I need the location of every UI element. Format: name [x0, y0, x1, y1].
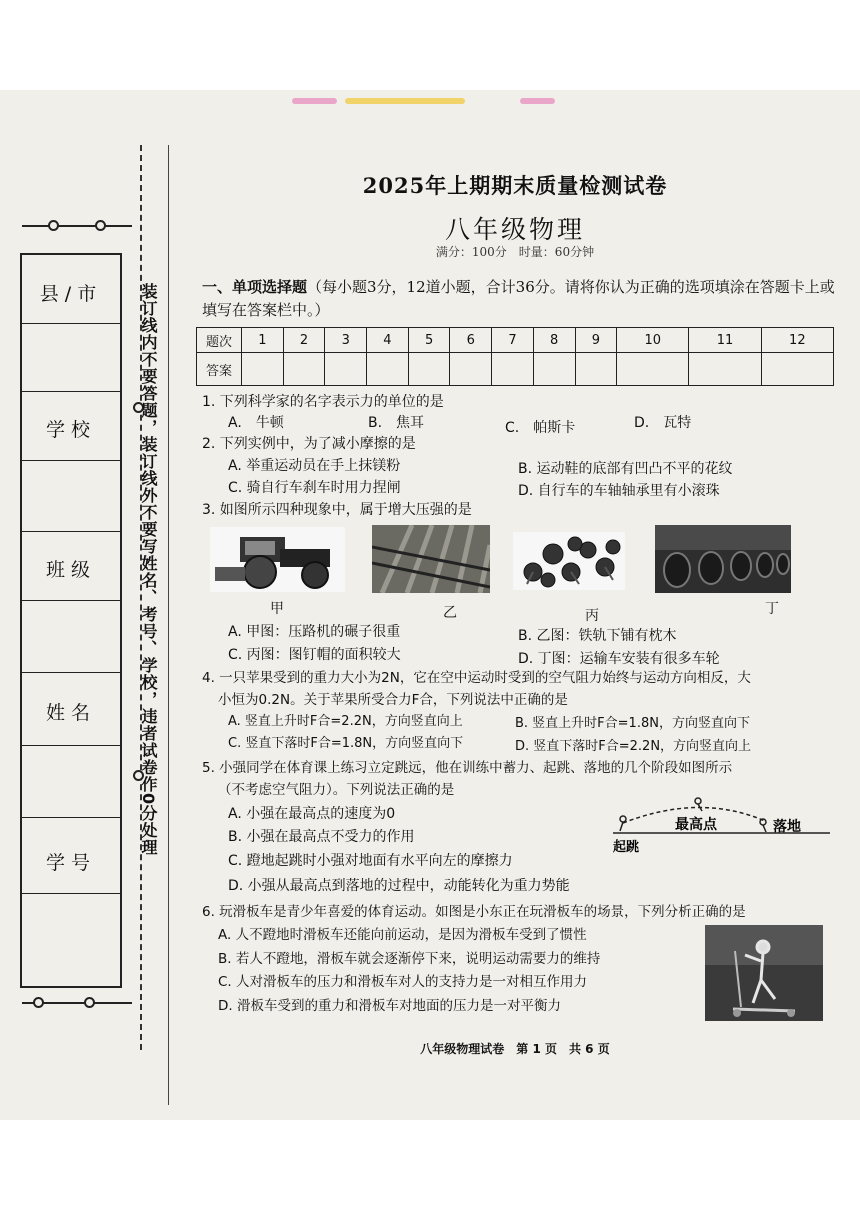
q5-option-b: B. 小强在最高点不受力的作用 [228, 829, 415, 845]
answer-cell[interactable] [367, 353, 409, 386]
row-label-answer: 答案 [197, 353, 242, 386]
section-instructions: （每小题3分，12道小题，合计36分。请将你认为正确的选项填涂在答题卡上或填写在答案栏中。） [202, 278, 835, 319]
section-heading [202, 276, 842, 322]
scooter-photo [705, 925, 823, 1021]
road-roller-image [210, 527, 345, 592]
binding-line-top [22, 225, 132, 227]
binding-circle [95, 220, 106, 231]
q3-stem: 3. 如图所示四种现象中，属于增大压强的是 [202, 502, 472, 518]
q6-option-b: B. 若人不蹬地，滑板车就会逐渐停下来，说明运动需要力的维持 [218, 951, 601, 967]
student-info-table [20, 253, 122, 988]
q5-option-c: C. 蹬地起跳时小强对地面有水平向左的摩擦力 [228, 853, 513, 869]
info-divider [22, 460, 120, 461]
q2-option-c: C. 骑自行车刹车时用力捏闸 [228, 480, 401, 496]
question-number: 12 [761, 328, 833, 353]
info-divider [22, 600, 120, 601]
table-row [197, 353, 834, 386]
answer-table [196, 327, 834, 386]
railway-track-image [372, 525, 490, 593]
label-name: 姓名 [45, 702, 96, 724]
q1-option-d: D. 瓦特 [634, 415, 692, 431]
question-number: 9 [575, 328, 617, 353]
decorative-strip [345, 98, 465, 104]
q1-option-c: C. 帕斯卡 [505, 420, 576, 436]
info-divider [22, 391, 120, 392]
binding-circle [33, 997, 44, 1008]
question-number: 7 [492, 328, 534, 353]
q4-stem-line2: 小恒为0.2N。关于苹果所受合力F合，下列说法中正确的是 [218, 692, 568, 708]
answer-cell[interactable] [689, 353, 761, 386]
fig-label-jump: 起跳 [613, 840, 640, 855]
page-footer: 八年级物理试卷 第 1 页 共 6 页 [420, 1042, 610, 1056]
q5-stem-line1: 5. 小强同学在体育课上练习立定跳远，他在训练中蓄力、起跳、落地的几个阶段如图所示 [202, 760, 733, 776]
answer-cell[interactable] [617, 353, 689, 386]
question-number: 5 [408, 328, 450, 353]
fig-label-top: 最高点 [675, 817, 717, 833]
q3-option-d: D. 丁图：运输车安装有很多车轮 [518, 651, 720, 667]
thumbtacks-image [513, 532, 625, 590]
q4-option-a: A. 竖直上升时F合=2.2N，方向竖直向上 [228, 714, 463, 729]
answer-cell[interactable] [761, 353, 833, 386]
q3-caption-ding: 丁 [765, 601, 779, 617]
q4-option-b: B. 竖直上升时F合=1.8N，方向竖直向下 [515, 716, 750, 731]
info-divider [22, 817, 120, 818]
q5-option-d: D. 小强从最高点到落地的过程中，动能转化为重力势能 [228, 878, 570, 894]
label-school: 学校 [45, 419, 96, 441]
decorative-strip [292, 98, 337, 104]
question-number: 8 [533, 328, 575, 353]
q2-option-d: D. 自行车的车轴轴承里有小滚珠 [518, 483, 720, 499]
q3-caption-bing: 丙 [585, 608, 599, 624]
question-number: 10 [617, 328, 689, 353]
fig-label-land: 落地 [773, 819, 801, 835]
label-student-id: 学号 [45, 852, 96, 874]
binding-circle [48, 220, 59, 231]
exam-info: 满分：100分 时量：60分钟 [435, 245, 595, 259]
question-number: 6 [450, 328, 492, 353]
q3-option-c: C. 丙图：图钉帽的面积较大 [228, 647, 401, 663]
answer-cell[interactable] [408, 353, 450, 386]
answer-cell[interactable] [450, 353, 492, 386]
info-divider [22, 531, 120, 532]
answer-cell[interactable] [242, 353, 284, 386]
section-title: 一、单项选择题 [202, 278, 308, 296]
answer-cell[interactable] [575, 353, 617, 386]
q3-caption-yi: 乙 [443, 605, 457, 621]
question-number: 4 [367, 328, 409, 353]
question-number: 2 [283, 328, 325, 353]
binding-instruction: 装订线内不要答题，装订线外不要写姓名、考号、学校，违者试卷作0分处理 [139, 283, 158, 857]
q6-stem: 6. 玩滑板车是青少年喜爱的体育运动。如图是小东正在玩滑板车的场景，下列分析正确的是 [202, 904, 746, 920]
q6-option-a: A. 人不蹬地时滑板车还能向前运动，是因为滑板车受到了惯性 [218, 927, 587, 943]
q6-option-d: D. 滑板车受到的重力和滑板车对地面的压力是一对平衡力 [218, 998, 561, 1014]
decorative-strip [520, 98, 555, 104]
q4-option-d: D. 竖直下落时F合=2.2N，方向竖直向上 [515, 739, 752, 754]
answer-cell[interactable] [533, 353, 575, 386]
info-divider [22, 893, 120, 894]
question-number: 3 [325, 328, 367, 353]
q1-option-a: A. 牛顿 [228, 415, 284, 431]
question-number: 11 [689, 328, 761, 353]
binding-circle [84, 997, 95, 1008]
q1-stem: 1. 下列科学家的名字表示力的单位的是 [202, 394, 444, 410]
label-class: 班级 [45, 559, 96, 581]
q3-option-a: A. 甲图：压路机的碾子很重 [228, 624, 401, 640]
long-jump-diagram [605, 795, 840, 857]
q4-option-c: C. 竖直下落时F合=1.8N，方向竖直向下 [228, 736, 464, 751]
info-divider [22, 745, 120, 746]
q5-option-a: A. 小强在最高点的速度为0 [228, 806, 396, 822]
q3-caption-jia: 甲 [270, 601, 284, 617]
page-margin-line [168, 145, 169, 1105]
q1-option-b: B. 焦耳 [368, 415, 425, 431]
q4-stem-line1: 4. 一只苹果受到的重力大小为2N，它在空中运动时受到的空气阻力始终与运动方向相反，大 [202, 670, 751, 686]
q6-option-c: C. 人对滑板车的压力和滑板车对人的支持力是一对相互作用力 [218, 974, 588, 990]
q2-option-a: A. 举重运动员在手上抹镁粉 [228, 458, 401, 474]
info-divider [22, 323, 120, 324]
label-county: 县/市 [39, 283, 103, 305]
q3-option-b: B. 乙图：铁轨下铺有枕木 [518, 628, 677, 644]
table-row [197, 328, 834, 353]
row-label-question: 题次 [197, 328, 242, 353]
q2-option-b: B. 运动鞋的底部有凹凸不平的花纹 [518, 461, 733, 477]
answer-cell[interactable] [492, 353, 534, 386]
q2-stem: 2. 下列实例中，为了减小摩擦的是 [202, 436, 416, 452]
answer-cell[interactable] [325, 353, 367, 386]
exam-subject: 八年级物理 [444, 215, 585, 244]
answer-cell[interactable] [283, 353, 325, 386]
question-number: 1 [242, 328, 284, 353]
exam-title: 2025年上期期末质量检测试卷 [362, 173, 668, 198]
info-divider [22, 672, 120, 673]
q5-stem-line2: （不考虑空气阻力）。下列说法正确的是 [218, 782, 455, 798]
transport-vehicle-image [655, 525, 791, 593]
